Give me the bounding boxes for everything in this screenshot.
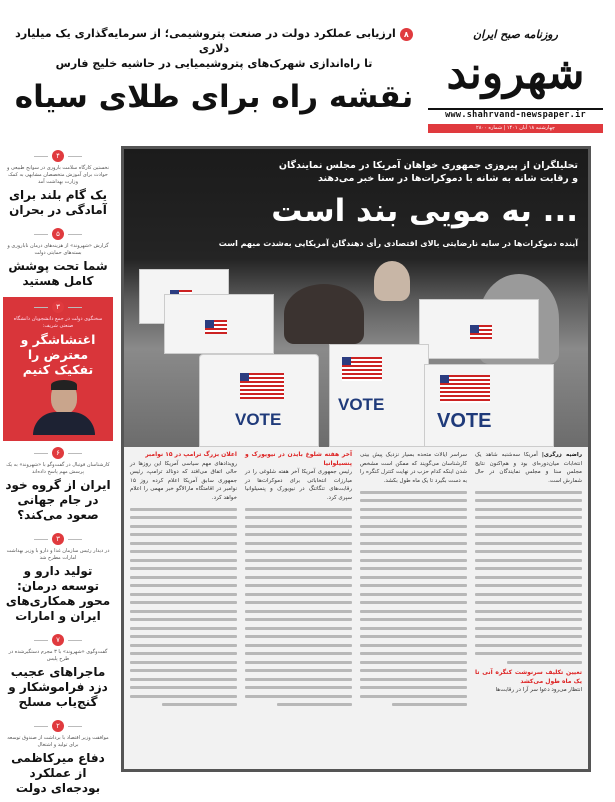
logo-subtitle: روزنامه صبح ایران (473, 28, 558, 41)
story-summary: موافقت وزیر اقتصاد با برداشت از صندوق توسعه برای تولید و اشتغال (7, 735, 109, 748)
column-subhead: آخر هفته شلوغ بایدن در نیویورک و پنسیلوانیا (245, 451, 352, 467)
story-title: دفاع میرکاظمی از عملکرد بودجه‌ای دولت (11, 751, 105, 795)
column-subhead: تعیین تکلیف سرنوشت کنگره آنی تا یک ماه طول می‌کشد (475, 669, 582, 685)
article-column (130, 451, 237, 763)
story-summary: گزارش «شهروند» از هزینه‌های درمان ناباروری و بسته‌های حمایتی دولت (7, 243, 109, 256)
page-badge (4, 228, 112, 240)
story-title: اغتشاشگر و معترض را تفکیک کنیم (20, 332, 96, 377)
sidebar-story[interactable] (3, 297, 113, 441)
page-badge (4, 634, 112, 646)
website-url: www.shahrvand-newspaper.ir (428, 108, 603, 121)
story-title: ماجراهای عجیب دزد فراموشکار و گنج‌یاب مسلح (8, 665, 108, 709)
page-badge (7, 301, 109, 313)
page-badge: ۸ (400, 28, 413, 41)
page-number: ۵ (52, 228, 64, 240)
page-badge (4, 150, 112, 162)
page-number: ۳ (52, 301, 64, 313)
voting-booth (424, 364, 554, 447)
column-text: سراسر ایالات متحده بسیار نزدیک پیش بینی کارشناسان می‌گویند که ممکن است مشخص شدن اینکه کدام حزب در نهایت کنترل کنگره را به دست بگیرد تا یک ماه طول بکشد. (360, 452, 467, 484)
sidebar-story[interactable] (0, 224, 116, 295)
page-number: ۳ (52, 533, 64, 545)
vote-sign: VOTE (338, 395, 385, 414)
article-column (475, 451, 582, 763)
voting-booth (164, 294, 274, 354)
sidebar-story[interactable] (0, 716, 116, 802)
story-summary: در دیدار رئیس سازمان غذا و دارو با وزیر بهداشت امارات مطرح شد (6, 548, 110, 561)
masthead-logo (428, 28, 603, 138)
spokesman-portrait (7, 380, 109, 435)
vote-sign: VOTE (437, 410, 492, 432)
voter-figure (284, 284, 364, 344)
story-summary: گفت‌وگوی «شهروند» با ۳ مجرم دستگیرشده در طرح پلیس (8, 649, 108, 662)
top-story-kicker (5, 26, 423, 71)
voter-figure (374, 261, 410, 301)
top-story-headline: نقشه راه برای طلای سیاه (14, 79, 414, 115)
byline: راضیه زرگری| (541, 452, 582, 458)
page-number: ۷ (52, 634, 64, 646)
voting-booth (329, 344, 429, 447)
article-column (360, 451, 467, 763)
page-badge (4, 533, 112, 545)
column-text: رویدادهای مهم سیاسی آمریکا این روزها در حالی اتفاق می‌افتد که دونالد ترامپ، رئیس جمهوری سابق آمریکا اعلام کرده روز ۱۵ نوامبر در اقامتگاه مارالاگو خبر مهمی را اعلام خواهد کرد. (130, 460, 237, 501)
article-column (245, 451, 352, 763)
sidebar-story[interactable] (0, 146, 116, 224)
lead-photo (124, 149, 588, 447)
story-summary: سخنگوی دولت در جمع دانشجویان دانشگاه صنعتی شریف: (13, 316, 103, 329)
story-title: یک گام بلند برای آمادگی در بحران (9, 188, 107, 217)
story-title: ایران از گروه خود در جام جهانی صعود می‌کند؟ (5, 478, 111, 522)
kicker-line-1: ارزیابی عملکرد دولت در صنعت پتروشیمی؛ از سرمایه‌گذاری یک میلیارد دلاری (15, 27, 396, 55)
sidebar-story[interactable] (0, 443, 116, 529)
sidebar-story[interactable] (0, 630, 116, 716)
page-number: ۴ (52, 150, 64, 162)
logo-wordmark: شهروند (446, 48, 585, 99)
deck-line-2: و رقابت شانه به شانه با دموکرات‌ها در سنا خبر می‌دهند (318, 173, 578, 184)
voting-booth (419, 299, 539, 359)
sidebar (0, 146, 116, 802)
lead-headline: ... به مویی بند است (271, 193, 578, 229)
page-badge (4, 720, 112, 732)
column-text: آمریکا سه‌شنبه شاهد یک انتخابات میان‌دوره‌ای بود و هم‌اکنون نتایج مجلس سنا و مجلس نمایندگان در حال شمارش است. (475, 452, 582, 484)
page-number: ۶ (52, 447, 64, 459)
story-title: شما تحت پوشش کامل هستید (8, 259, 108, 288)
vote-sign: VOTE (235, 410, 282, 429)
top-story (5, 26, 423, 119)
sidebar-story[interactable] (0, 529, 116, 630)
kicker-line-2: تا راه‌اندازی شهرک‌های پتروشیمیایی در حاشیه خلیج فارس (55, 57, 373, 70)
voting-booth (199, 354, 319, 447)
story-title: تولید دارو و توسعه درمان: محور همکاری‌های ایران و امارات (5, 564, 111, 623)
page-badge (4, 447, 112, 459)
deck-line-1: تحلیلگران از پیروزی جمهوری خواهان آمریکا در مجلس نمایندگان (278, 160, 578, 171)
page-number: ۲ (52, 720, 64, 732)
column-subhead: اعلان بزرگ ترامپ در ۱۵ نوامبر (145, 451, 237, 458)
lead-lede: آینده دموکرات‌ها در سایه نارضایتی بالای اقتصادی رأی دهندگان آمریکایی به‌شدت مبهم است (218, 239, 578, 248)
lead-deck (279, 159, 578, 185)
story-summary: نخستین کارگاه سلامت باروری در سوانح طبیعی و حوادث برای آموزش متخصصان مشابهی به کمک وزارت بهداشت آمد (6, 165, 110, 185)
article-columns (130, 451, 582, 763)
column-text: انتظار می‌رود دعوا سر آرا در رقابت‌ها (495, 687, 582, 693)
story-summary: کارشناسان فوتبال در گفت‌وگو با «شهروند» به یک پرسش مهم پاسخ داده‌اند (6, 462, 110, 475)
lead-story (121, 146, 591, 772)
dateline: چهارشنبه ۱۸ آبان ۱۴۰۱ | شماره ۲۸۰۰ (428, 124, 603, 133)
column-text: رئیس جمهوری آمریکا آخر هفته شلوغی را در مبارزات انتخاباتی برای دموکرات‌ها در رقابت‌های تنگاتنگ در نیویورک و پنسیلوانیا سپری کرد. (245, 469, 352, 501)
